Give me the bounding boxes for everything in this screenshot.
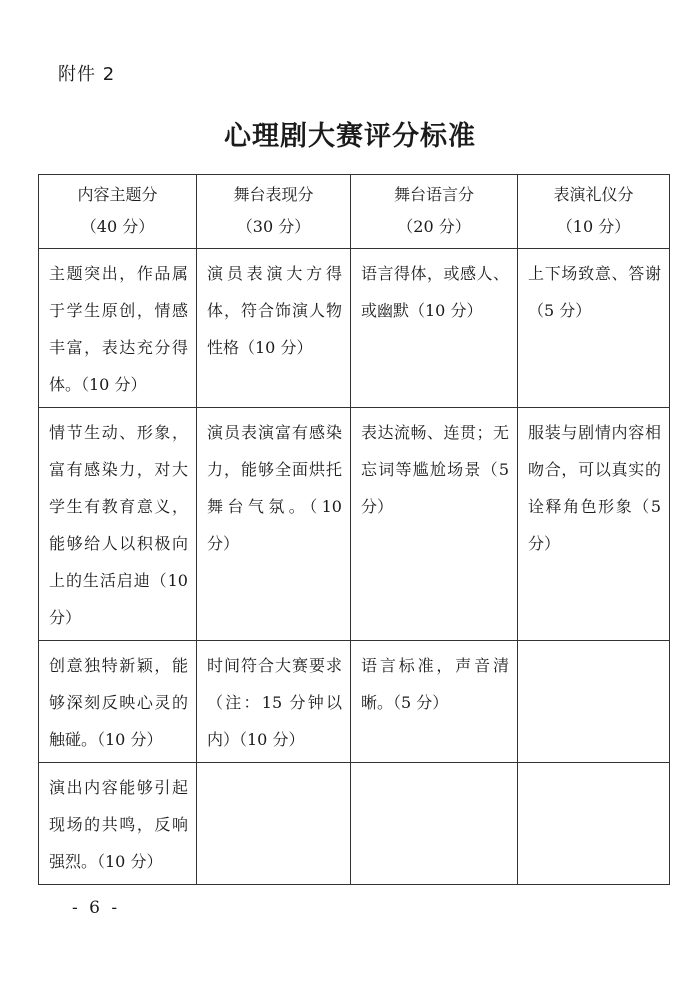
header-points: （10 分） [556, 217, 631, 236]
table-row [39, 641, 670, 763]
table-cell: 语言标准，声音清晰。（5 分） [351, 641, 518, 763]
table-cell: 演员表演大方得体，符合饰演人物性格（10 分） [197, 249, 351, 408]
header-label: 舞台表现分 [233, 185, 314, 204]
table-row [39, 408, 670, 641]
table-cell: 演出内容能够引起现场的共鸣，反响强烈。（10 分） [39, 763, 197, 885]
scoring-table [38, 174, 670, 885]
header-stage-performance [197, 175, 351, 249]
table-cell: 表达流畅、连贯；无忘词等尴尬场景（5 分） [351, 408, 518, 641]
table-cell [351, 763, 518, 885]
header-points: （40 分） [80, 217, 155, 236]
header-label: 内容主题分 [77, 185, 158, 204]
header-points: （30 分） [236, 217, 311, 236]
table-cell: 时间符合大赛要求（注：15 分钟以内）（10 分） [197, 641, 351, 763]
header-performance-etiquette [518, 175, 670, 249]
table-cell [518, 641, 670, 763]
table-cell [518, 763, 670, 885]
attachment-label: 附件 2 [58, 64, 116, 85]
header-content-theme [39, 175, 197, 249]
table-cell: 创意独特新颖，能够深刻反映心灵的触碰。（10 分） [39, 641, 197, 763]
table-header-row [39, 175, 670, 249]
page-title: 心理剧大赛评分标准 [224, 121, 476, 152]
table-cell [197, 763, 351, 885]
table-row [39, 249, 670, 408]
table-cell: 语言得体，或感人、或幽默（10 分） [351, 249, 518, 408]
table-cell: 上下场致意、答谢（5 分） [518, 249, 670, 408]
table-cell: 服装与剧情内容相吻合，可以真实的诠释角色形象（5 分） [518, 408, 670, 641]
table-cell: 情节生动、形象，富有感染力，对大学生有教育意义，能够给人以积极向上的生活启迪（10 分） [39, 408, 197, 641]
header-label: 舞台语言分 [393, 185, 474, 204]
table-row [39, 763, 670, 885]
header-points: （20 分） [397, 217, 471, 236]
header-stage-language [351, 175, 518, 249]
header-label: 表演礼仪分 [553, 185, 634, 204]
page-number: - 6 - [72, 898, 121, 918]
table-cell: 主题突出，作品属于学生原创，情感丰富，表达充分得体。（10 分） [39, 249, 197, 408]
table-cell: 演员表演富有感染力，能够全面烘托舞台气氛。（10 分） [197, 408, 351, 641]
